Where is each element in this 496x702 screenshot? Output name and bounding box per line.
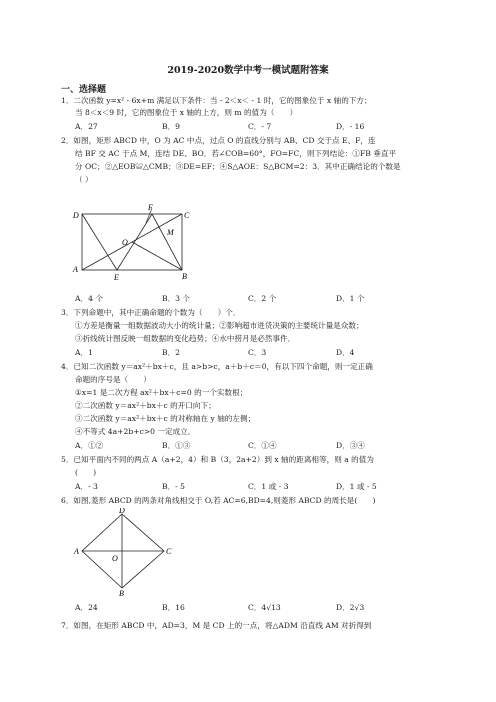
q3-option-c: C．3 — [248, 348, 267, 357]
q4-proposition-4: ④不等式 4a+2b+c>0 一定成立． — [75, 427, 196, 436]
q7-line1: 7．如图，在矩形 ABCD 中，AD=3，M 是 CD 上的一点，将△ADM 沿直线 AM 对折得到 — [61, 621, 372, 630]
q5-option-b: B．- 5 — [162, 482, 185, 491]
label-b: B — [182, 272, 187, 281]
q1-option-b: B．9 — [162, 122, 181, 131]
q1-option-a: A．27 — [75, 122, 98, 131]
q4-option-a: A．①② — [75, 441, 104, 450]
q6-option-b: B．16 — [162, 603, 185, 612]
q4-option-c: C．①④ — [248, 441, 277, 450]
q4-proposition-3: ③二次函数 y＝ax²＋bx＋c 的对称轴在 y 轴的左侧； — [75, 414, 256, 423]
segment-de — [82, 214, 117, 270]
label-c: C — [166, 547, 172, 556]
q2-line2: 结 BF 交 AC 于点 M，连结 DE、BO．若∠COB=60°，FO=FC，则下列结论：①FB 垂直平 — [75, 149, 397, 158]
label-d: D — [73, 211, 79, 220]
rhombus-figure — [74, 508, 174, 596]
q2-option-d: D．1 个 — [336, 294, 365, 303]
label-f: F — [148, 203, 153, 212]
q1-option-d: D．- 16 — [336, 122, 365, 131]
q2-option-c: C．2 个 — [248, 294, 277, 303]
q2-line4: （ ） — [75, 175, 93, 184]
label-m: M — [167, 228, 174, 237]
q4-line2: 命题的序号是（ ） — [75, 375, 151, 384]
section-heading: 一、选择题 — [61, 85, 107, 95]
q2-line3: 分 OC；②△EOB≌△CMB；③DE=EF；④S△AOE：S△BCM=2：3．其中正确结论的个数是 — [75, 162, 401, 171]
label-c: C — [184, 211, 190, 220]
q1-option-c: C．- 7 — [248, 122, 272, 131]
q4-proposition-2: ②二次函数 y＝ax²＋bx＋c 的开口向下； — [75, 401, 216, 410]
q4-line1: 4．已知二次函数 y＝ax²＋bx＋c，且 a>b>c，a＋b＋c＝0，有以下四个命题，则一定正确 — [61, 362, 373, 371]
q3-line2: ①方差是衡量一组数据波动大小的统计量；②影响超市进货决策的主要统计量是众数； — [75, 321, 364, 330]
q3-line3: ③折线统计图反映一组数据的变化趋势；④水中捞月是必然事件． — [75, 334, 296, 343]
q4-proposition-1: ①x=1 是二次方程 ax²＋bx＋c=0 的一个实数根； — [75, 388, 248, 397]
label-d: D — [119, 508, 125, 515]
q6-option-c: C．4√13 — [248, 603, 281, 612]
q6-line1: 6．如图,菱形 ABCD 的两条对角线相交于 O,若 AC=6,BD=4,则菱形 ABCD 的周长是( ) — [61, 496, 376, 505]
q5-option-a: A．- 3 — [75, 482, 98, 491]
q5-line2: ( ) — [75, 468, 97, 477]
q5-option-c: C．1 或 - 3 — [248, 482, 289, 491]
label-e: E — [114, 273, 119, 282]
label-a: A — [74, 547, 79, 556]
q1-line2: 当 8＜x＜9 时，它的图象位于 x 轴的上方，则 m 的值为（ ） — [75, 108, 298, 117]
q1-line1: 1．二次函数 y=x² - 6x+m 满足以下条件：当 - 2＜x＜ - 1 时，它的图象位于 x 轴的下方； — [61, 96, 372, 105]
label-b: B — [119, 589, 124, 596]
q2-option-a: A．4 个 — [75, 294, 103, 303]
q3-option-d: D．4 — [336, 348, 355, 357]
q5-line1: 5．已知平面内不同的两点 A（a+2，4）和 B（3，2a+2）到 x 轴的距离相等，则 a 的值为 — [61, 455, 374, 464]
q6-option-d: D．2√3 — [336, 603, 365, 612]
page-title: 2019-2020数学中考一模试题附答案 — [167, 65, 329, 76]
q6-option-a: A．24 — [75, 603, 98, 612]
q5-option-d: D．1 或 - 5 — [336, 482, 377, 491]
q4-option-d: D．③④ — [336, 441, 365, 450]
label-o: O — [122, 238, 128, 247]
q2-option-b: B．3 个 — [162, 294, 191, 303]
q3-option-b: B．2 — [162, 348, 181, 357]
q3-option-a: A．1 — [75, 348, 93, 357]
q2-line1: 2．如图，矩形 ABCD 中，O 为 AC 中点，过点 O 的直线分别与 AB、CD 交于点 E、F，连 — [61, 136, 376, 145]
label-a: A — [73, 265, 78, 274]
label-o: O — [112, 554, 118, 563]
q4-option-b: B．①③ — [162, 441, 191, 450]
q3-line1: 3．下列命题中，其中正确命题的个数为（ ）个． — [61, 308, 241, 317]
rectangle-figure — [70, 190, 195, 290]
